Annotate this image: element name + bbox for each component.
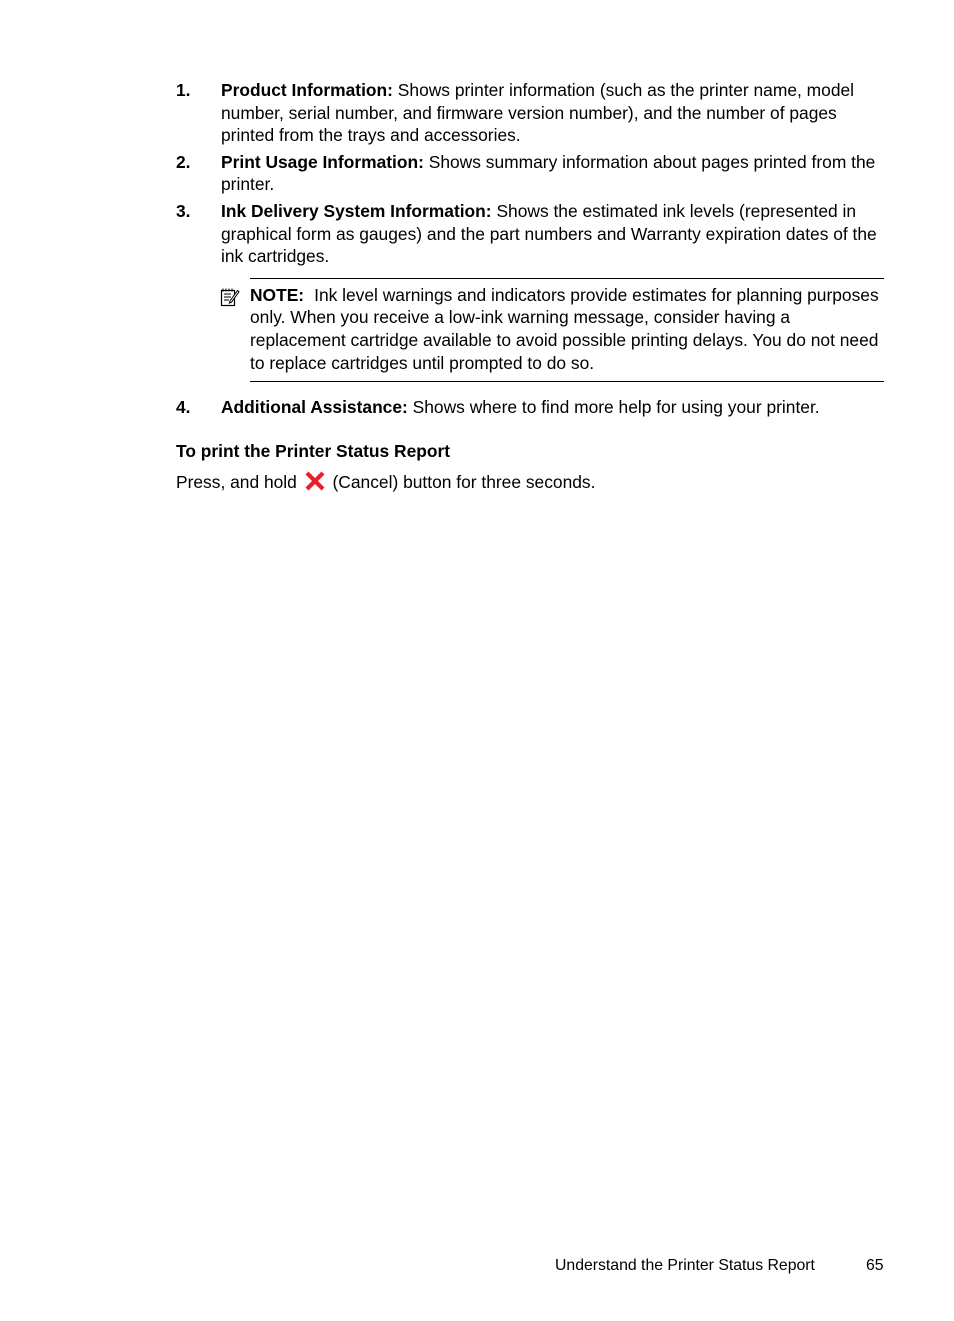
report-sections-list [176,79,888,423]
cancel-icon [304,470,326,492]
item-number: 4. [176,397,191,418]
item-number: 2. [176,151,191,172]
footer-section-title: Understand the Printer Status Report [555,1257,815,1274]
list-item [176,200,888,268]
procedure-heading: To print the Printer Status Report [176,441,451,461]
page-number: 65 [866,1257,884,1274]
instruction-text-before: Press, and hold [176,472,302,492]
note-icon [220,287,240,307]
item-text: Shows where to find more help for using your printer. [407,397,820,418]
list-item [176,396,888,419]
procedure-instruction [176,469,595,495]
list-item [176,151,888,196]
note-label: NOTE: [250,284,305,305]
item-term: Product Information: [221,80,393,100]
instruction-text-after: (Cancel) button for three seconds. [327,472,596,492]
item-text: Shows printer information (such as the printer name, model number, serial number, and firmware version number), and the number of pages printed from the trays and accessories. [221,80,855,146]
item-text: Shows summary information about pages printed from the printer. [221,151,876,195]
note-box [250,278,884,382]
note-text: Ink level warnings and indicators provide estimates for planning purposes only. When you receive a low-ink warning message, consider having a replacement cartridge available to avoid possible printing delays. You do not need to replace cartridges until prompted to do so. [250,284,879,373]
item-term: Additional Assistance: [221,397,408,418]
item-term: Ink Delivery System Information: [221,200,492,221]
item-number: 1. [176,80,191,100]
item-number: 3. [176,200,191,221]
item-text: Shows the estimated ink levels (represented in graphical form as gauges) and the part numbers and Warranty expiration dates of the ink cartridges. [221,200,877,267]
list-item [176,79,888,147]
item-term: Print Usage Information: [221,151,424,172]
